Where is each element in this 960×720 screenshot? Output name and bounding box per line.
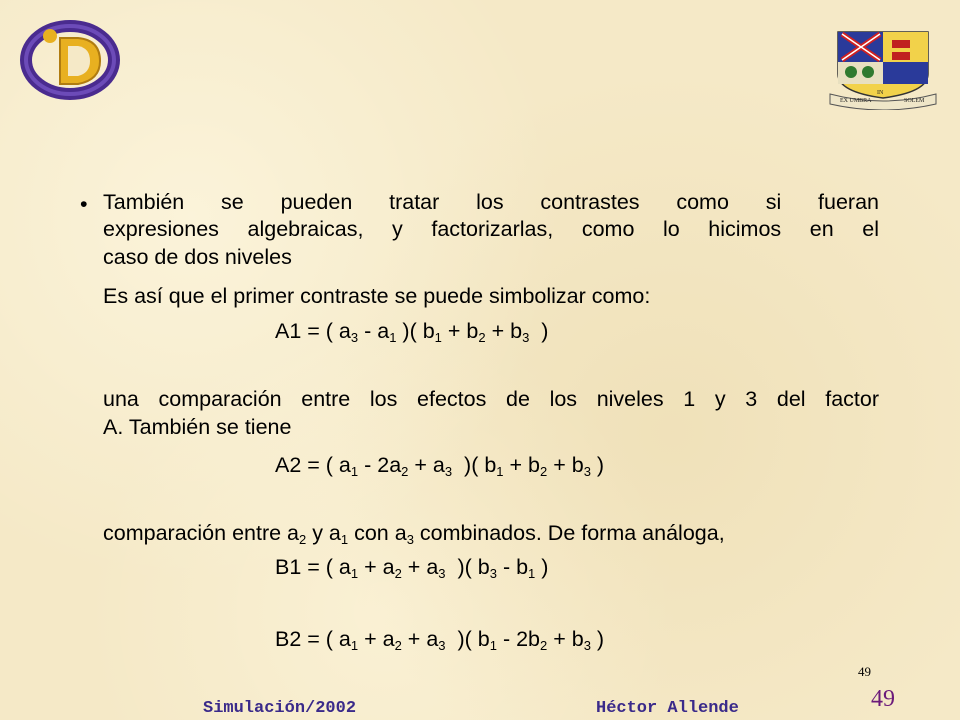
p4-text: comparación entre $a_2$ y $a_1$ con $a_3$ combinados. De forma análoga, [103, 521, 725, 547]
p3-line2: A. También se tiene [103, 415, 292, 439]
footer-course: Simulación/2002 [203, 699, 357, 718]
page-number: 49 [871, 686, 895, 712]
bullet-icon: • [80, 192, 88, 216]
p1-line2: expresiones algebraicas, y factorizarlas, como lo hicimos en el [103, 217, 879, 241]
p2-text: Es así que el primer contraste se puede simbolizar como: [103, 284, 651, 308]
formula-b1: B1 = ( $a_1 + a_2 + a_3$ )( $b_3 - b_1$ ) [275, 555, 549, 581]
crest-motto-mid: IN [877, 90, 884, 96]
p1-line1: También se pueden tratar los contrastes como si fueran [103, 190, 879, 214]
crest-motto-left: EX UMBRA [840, 98, 872, 104]
p1-line3: caso de dos niveles [103, 245, 292, 269]
crest-motto-right: SOLEM [904, 98, 925, 104]
page-number-small: 49 [858, 664, 871, 679]
formula-a1: A1 = ( $a_3 - a_1$ )( $b_1 + b_2 + b_3$ ) [275, 319, 549, 345]
p3-line1: una comparación entre los efectos de los niveles 1 y 3 del factor [103, 387, 879, 411]
formula-a2: A2 = ( $a_1 - 2a_2 + a_3$ )( $b_1 + b_2 + b_3$ ) [275, 453, 605, 479]
university-crest-icon [826, 28, 940, 110]
footer-author: Héctor Allende [596, 699, 739, 718]
cid-logo-icon [20, 18, 120, 100]
formula-b2: B2 = ( $a_1 + a_2 + a_3$ )( $b_1 - 2b_2 + b_3$ ) [275, 627, 605, 653]
